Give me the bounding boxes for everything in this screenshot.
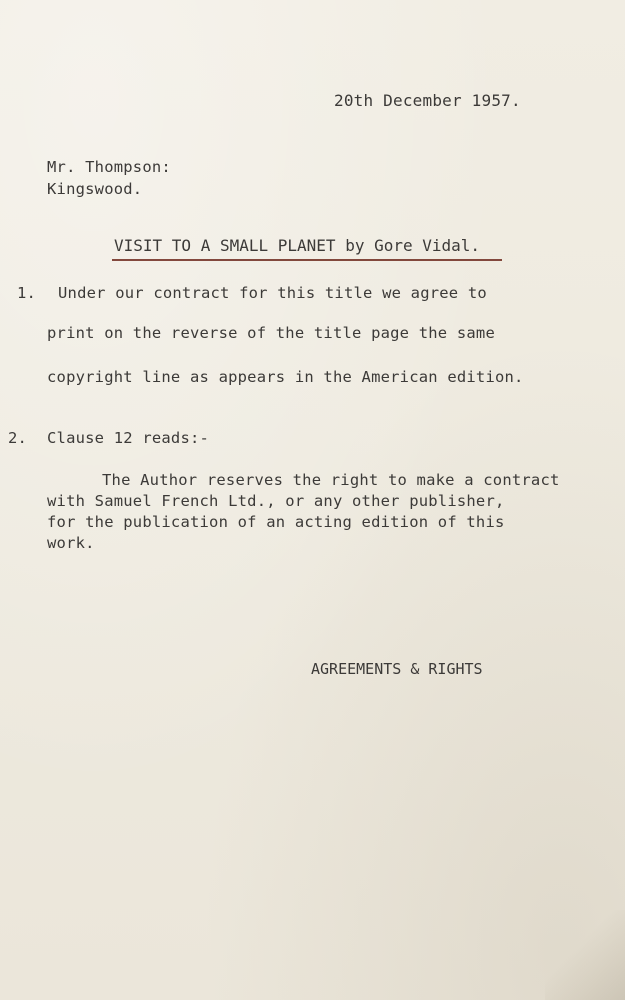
- item-2-line-1: Clause 12 reads:-: [47, 429, 210, 447]
- clause-quote-line-3: for the publication of an acting edition of this: [47, 513, 505, 531]
- item-2-number: 2.: [8, 429, 28, 447]
- letter-date: 20th December 1957.: [334, 91, 521, 110]
- department-signature: AGREEMENTS & RIGHTS: [311, 660, 483, 678]
- item-1-line-3: copyright line as appears in the American edition.: [47, 368, 524, 386]
- item-1-line-2: print on the reverse of the title page the same: [47, 324, 495, 342]
- title-underline: [112, 259, 502, 261]
- subject-title: VISIT TO A SMALL PLANET by Gore Vidal.: [114, 236, 481, 255]
- addressee-name: Mr. Thompson:: [47, 158, 171, 176]
- clause-quote-line-1: The Author reserves the right to make a contract: [102, 471, 560, 489]
- clause-quote-line-2: with Samuel French Ltd., or any other publisher,: [47, 492, 505, 510]
- item-1-number: 1.: [17, 284, 37, 302]
- addressee-location: Kingswood.: [47, 180, 143, 198]
- item-1-line-1: Under our contract for this title we agree to: [58, 284, 487, 302]
- clause-quote-line-4: work.: [47, 534, 95, 552]
- paper-crease: [545, 910, 625, 1000]
